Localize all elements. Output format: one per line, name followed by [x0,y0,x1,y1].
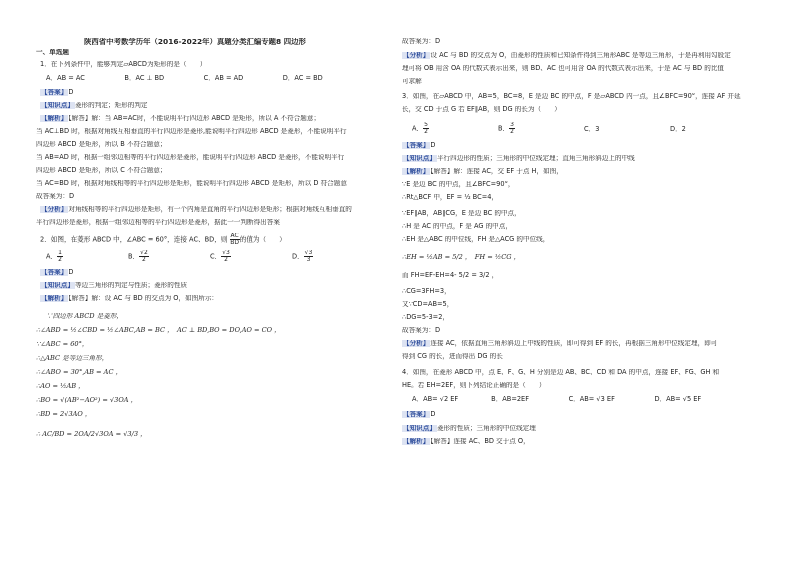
line-text: 【解答】解：连接 AC，交 EF 于点 H，如图， [430,168,563,175]
left-line-7 [36,128,347,135]
line-text: 设 AC 与 BD 的交点为 O，由菱形的性质和已知条件得到三角形ABC 是等边三角形，于是再利用勾股定 [430,52,731,59]
left-line-14 [36,219,280,226]
page-title: 陕西省中考数学历年（2016-2022年）真题分类汇编专题8 四边形 [84,38,306,46]
line-text: ∵EF∥AB，AB∥CG，E 是边 BC 的中点， [402,210,521,217]
line-text: D [430,411,436,418]
line-text: 3．如图，在▱ABCD 中，AB=5，BC=8，E 是边 BC 的中点，F 是▱ABCD 内一点，且∠BFC=90°，连接 AF 并延 [402,93,741,100]
section-tag: 【答案】 [41,269,68,276]
right-line-11 [402,194,498,201]
right-line-9 [402,168,563,175]
line-text: D [430,142,436,149]
line-text: ∴EH = ½AB = 5/2 ， FH = ½CG ， [402,254,521,261]
line-text: ∵四边形 ABCD 是菱形， [46,313,124,320]
section-tag: 【答案】 [403,142,430,149]
line-text: 而 FH=EF-EH=4- 5/2 = 3/2 ， [402,272,499,279]
line-text: 菱形的性质；三角形的中位线定理 [436,425,536,432]
left-line-28 [36,431,147,438]
right-line-21 [402,340,717,347]
left-line-24 [36,369,122,376]
right-line-27 [402,425,536,432]
left-line-12 [36,193,74,200]
line-text: ∴BD = 2√3AO ， [36,411,92,418]
section-tag: 【知识点】 [403,155,436,162]
line-text: 可求解 [402,78,422,85]
section-tag: 【答案】 [41,89,68,96]
line-text: 故答案为：D [402,38,441,45]
left-line-25 [36,383,85,390]
section-tag: 【解析】 [41,115,68,122]
right-line-2 [402,65,724,72]
right-line-16 [402,272,498,279]
line-text: 【解答】解：设 AC 与 BD 的交点为 O，如图所示： [68,295,219,302]
line-text: 平行四边形的性质；三角形的中位线定理；直角三角形斜边上的中线 [436,155,635,162]
choice: A． $\frac{1}{2}$ [46,250,62,263]
line-text: 1．在下列条件中，能够判定▱ABCD为矩形的是（ ） [40,61,207,68]
line-text: 又∵CD=AB=5， [402,301,454,308]
choice: B． $\frac{3}{2}$ [498,122,514,135]
line-text: ∴ AC/BD = 2OA/2√3OA = √3/3 ， [36,431,147,438]
line-text: 当 AB=AD 时，根据一组邻边相等的平行四边形是菱形，能说明平行四边形 ABCD 是菱形，不能说明平行 [36,154,345,161]
line-text: ∵E 是边 BC 的中点，且∠BFC=90°， [402,181,515,188]
left-line-17 [40,269,73,276]
fraction: $\frac{√3}{2}$ [222,250,230,263]
line-text: D [68,269,74,276]
left-line-3 [46,75,323,82]
line-text: ∴DG=5-3=2， [402,314,449,321]
right-line-28 [402,438,530,445]
line-text: 【解答】连接 AC、BD 交于点 O， [430,438,530,445]
line-text: 故答案为：D [402,327,441,334]
line-text: 【解答】解：当 AB=AC时，不能说明平行四边形 ABCD 是矩形，所以 A 不符合题意； [68,115,321,122]
line-text: 理可将 OB 用含 OA 的代数式表示出来，则 BD、AC 也可用含 OA 的代数式表示出来，于是 AC 与 BD 的比值 [402,65,725,72]
right-line-24 [402,382,546,389]
right-line-4 [402,93,741,100]
line-text: 4．如图，在菱形 ABCD 中，点 E、F、G、H 分别是边 AB、BC、CD 和 DA 的中点，连接 EF、FG、GH 和 [402,369,720,376]
line-text: 当 AC⊥BD 时，根据对角线互相垂直的平行四边形是菱形,能说明平行四边形 ABCD 是菱形，不能说明平行 [36,128,347,135]
right-line-0 [402,38,440,45]
left-line-1 [36,49,69,56]
line-text: ∴∠ABO = 30°,AB = AC ， [36,369,123,376]
line-text: 菱形的判定；矩形的判定 [74,102,148,109]
section-tag: 【解析】 [41,295,68,302]
q3-choices [412,122,756,135]
choice: A． $\frac{5}{2}$ [412,122,428,135]
line-text: 故答案为：D [36,193,75,200]
line-text: 长，交 CD 于点 G 若 EF∥AB，则 DG 的长为（ ） [402,106,561,113]
section-tag: 【解析】 [403,168,430,175]
fraction: $\frac{AC}{BD}$ [230,233,239,246]
left-line-10 [36,167,167,174]
left-line-9 [36,154,344,161]
fraction: $\frac{3}{2}$ [510,122,514,135]
line-text: A．AB = AC B．AC ⊥ BD C．AB = AD D．AC = BD [46,75,323,82]
right-line-8 [402,155,635,162]
line-text: ∴H 是 AC 的中点，F 是 AG 的中点， [402,223,512,230]
right-line-25 [412,396,701,403]
section-tag: 【分析】 [403,340,430,347]
right-line-22 [402,353,503,360]
line-text: HE。若 EH=2EF，则下列结论正确的是（ ） [402,382,546,389]
right-line-26 [402,411,435,418]
section-tag: 【分析】 [403,52,430,59]
left-line-18 [40,282,187,289]
line-text: 四边形 ABCD 是矩形，所以 C 不符合题意； [36,167,167,174]
line-text: 四边形 ABCD 是矩形，所以 B 不符合题意； [36,141,167,148]
right-line-10 [402,181,514,188]
section-tag: 【答案】 [403,411,430,418]
right-line-5 [402,106,561,113]
section-tag: 【分析】 [41,206,68,213]
left-line-26 [36,397,137,404]
line-text: 等边三角形的判定与性质；菱形的性质 [74,282,188,289]
line-text: ∴EH 是△ABC 的中位线，FH 是△ACG 的中位线， [402,236,550,243]
section-tag: 【知识点】 [41,282,74,289]
right-line-7 [402,142,435,149]
left-line-4 [40,89,73,96]
right-line-15 [402,254,520,261]
right-line-23 [402,369,719,376]
left-line-20 [46,313,123,320]
right-line-19 [402,314,449,321]
right-line-17 [402,288,451,295]
left-line-15: 2．如图，在菱形 ABCD 中，∠ABC = 60°，连接 AC、BD，则 $\frac{AC}{BD}$ 的值为（ ） [40,233,286,246]
line-text: 当 AC=BD 时，根据对角线相等的平行四边形是矩形，能说明平行四边形 ABCD 是矩形，所以 D 符合题意 [36,180,347,187]
q2-choices [46,250,374,263]
fraction: $\frac{5}{2}$ [424,122,428,135]
choice: B． $\frac{√2}{2}$ [128,250,148,263]
line-text: ∴∠ABD = ½∠CBD = ½∠ABC,AB = BC ， AC ⊥ BD,BO = DO,AO = CO ， [36,327,281,334]
line-text: 平行四边形是菱形，根据一组邻边相等的平行四边形是菱形，据此一一判断得出答案 [36,219,280,226]
line-text: ∴Rt△BCF 中，EF = ½ BC=4， [402,194,499,201]
left-line-27 [36,411,92,418]
line-text: ∴CG=3FH=3， [402,288,451,295]
left-line-22 [36,341,89,348]
fraction: $\frac{√3}{3}$ [304,250,313,263]
section-tag: 【解析】 [403,438,430,445]
line-text: ∴△ABC 是等边三角形， [36,355,109,362]
left-line-5 [40,102,148,109]
line-text: ∴AO = ½AB ， [36,383,85,390]
line-text: A．AB= √2 EF B．AB=2EF C．AB= √3 EF D．AB= √5 EF [412,396,702,403]
choice: C． $\frac{√3}{2}$ [210,250,230,263]
left-line-6 [40,115,320,122]
line-text: 连接 AC，依据直角三角形斜边上中线的性质，即可得到 EF 的长，再根据三角形中位线定理，即可 [430,340,718,347]
left-line-19 [40,295,218,302]
line-text: 一、单选题 [36,49,69,56]
choice: C．3 [584,124,600,133]
choice: D．2 [670,124,686,133]
left-line-11 [36,180,347,187]
right-line-20 [402,327,440,334]
right-line-14 [402,236,549,243]
right-line-3 [402,78,422,85]
left-line-8 [36,141,166,148]
left-line-21 [36,327,281,334]
right-line-1 [402,52,731,59]
right-line-13 [402,223,512,230]
line-text: 得到 CG 的长，进而得出 DG 的长 [402,353,503,360]
right-line-12 [402,210,521,217]
left-line-23 [36,355,108,362]
section-tag: 【知识点】 [403,425,436,432]
section-tag: 【知识点】 [41,102,74,109]
left-line-2 [40,61,206,68]
line-text: ∴BO = √(AB²−AO²) = √3OA ， [36,397,138,404]
right-line-18 [402,301,453,308]
choice: D． $\frac{√3}{3}$ [292,250,313,263]
fraction: $\frac{√2}{2}$ [140,250,148,263]
fraction: $\frac{1}{2}$ [58,250,62,263]
line-text: D [68,89,74,96]
line-text: 对角线相等的平行四边形是矩形，有一个内角是直角的平行四边形是矩形；根据对角线互相垂直的 [68,206,352,213]
left-line-13 [40,206,352,213]
line-text: ∵∠ABC = 60°， [36,341,89,348]
